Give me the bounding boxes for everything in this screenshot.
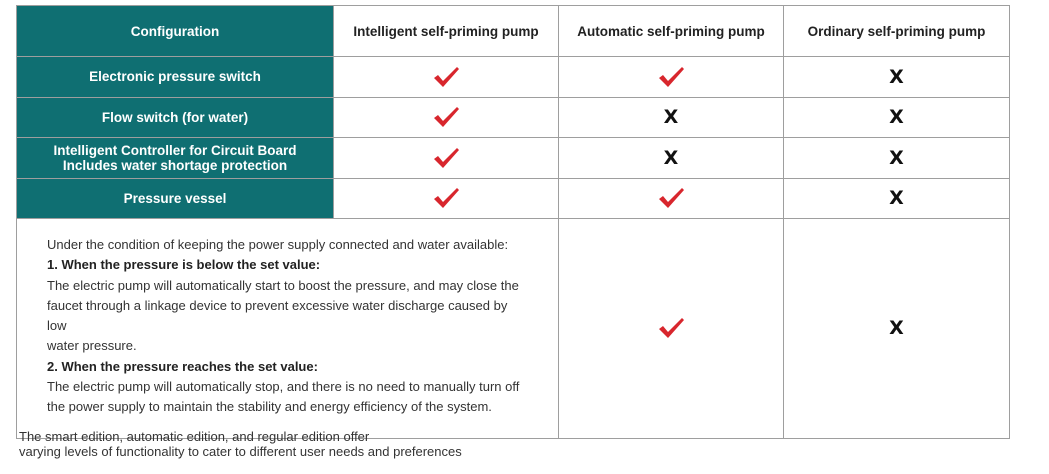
description-line: The electric pump will automatically stop, and there is no need to manually turn off [47, 379, 520, 395]
x-mark: X [663, 146, 679, 169]
x-mark: X [889, 65, 904, 88]
description-heading: 2. When the pressure reaches the set value: [47, 358, 318, 374]
row-label [17, 57, 334, 98]
x-mark: X [663, 106, 679, 129]
row-label [17, 97, 334, 138]
x-mark: X [889, 317, 904, 340]
header-intelligent: Intelligent self-priming pump [334, 6, 559, 57]
mark-cell-intelligent [334, 57, 559, 98]
mark-cell-ordinary [784, 57, 1010, 98]
row-label-line: Electronic pressure switch [89, 69, 261, 85]
description-line: the power supply to maintain the stability and energy efficiency of the system. [47, 399, 492, 415]
table-row [17, 57, 1010, 98]
check-icon [433, 106, 459, 128]
description-line: faucet through a linkage device to prevent excessive water discharge caused by low [47, 297, 508, 334]
row-label-line: Pressure vessel [123, 190, 227, 206]
row-label-line: Includes water shortage protection [62, 157, 288, 173]
mark-cell-automatic [559, 97, 784, 138]
check-icon [658, 317, 684, 339]
check-icon [433, 66, 459, 88]
table-row [17, 178, 1010, 219]
mark-cell-automatic [559, 138, 784, 179]
row-label [17, 178, 334, 219]
description-ordinary-mark [784, 219, 1010, 439]
mark-cell-ordinary [784, 178, 1010, 219]
mark-cell-intelligent [334, 138, 559, 179]
footnote-line-1: The smart edition, automatic edition, and regular edition offer [19, 429, 370, 444]
x-mark: X [889, 187, 904, 210]
feature-rows [17, 57, 1010, 219]
description-heading: 1. When the pressure is below the set value: [47, 257, 321, 273]
description-line: water pressure. [47, 338, 137, 354]
footnote [19, 429, 462, 459]
header-ordinary: Ordinary self-priming pump [784, 6, 1010, 57]
mark-cell-ordinary [784, 138, 1010, 179]
mark-cell-ordinary [784, 97, 1010, 138]
mark-cell-intelligent [334, 178, 559, 219]
row-label [17, 138, 334, 179]
footnote-line-2: varying levels of functionality to cater to different user needs and preferences [19, 444, 462, 459]
check-icon [658, 187, 684, 209]
table-row [17, 97, 1010, 138]
description-row [17, 219, 1010, 439]
comparison-table [16, 5, 1010, 439]
x-mark: X [889, 146, 904, 169]
table-row [17, 138, 1010, 179]
description-automatic-mark [559, 219, 784, 439]
description-line: Under the condition of keeping the power supply connected and water available: [47, 237, 509, 252]
description-text [47, 235, 528, 418]
mark-cell-automatic [559, 178, 784, 219]
mark-cell-automatic [559, 57, 784, 98]
header-configuration: Configuration [17, 6, 334, 57]
description-line: The electric pump will automatically start to boost the pressure, and may close the [47, 277, 519, 293]
row-label-line: Intelligent Controller for Circuit Board [53, 142, 297, 158]
check-icon [433, 187, 459, 209]
check-icon [433, 147, 459, 169]
x-mark: X [889, 106, 904, 129]
check-icon [658, 66, 684, 88]
row-label-line: Flow switch (for water) [101, 109, 249, 125]
header-automatic: Automatic self-priming pump [559, 6, 784, 57]
mark-cell-intelligent [334, 97, 559, 138]
header-row [17, 6, 1010, 57]
description-cell [17, 219, 559, 439]
